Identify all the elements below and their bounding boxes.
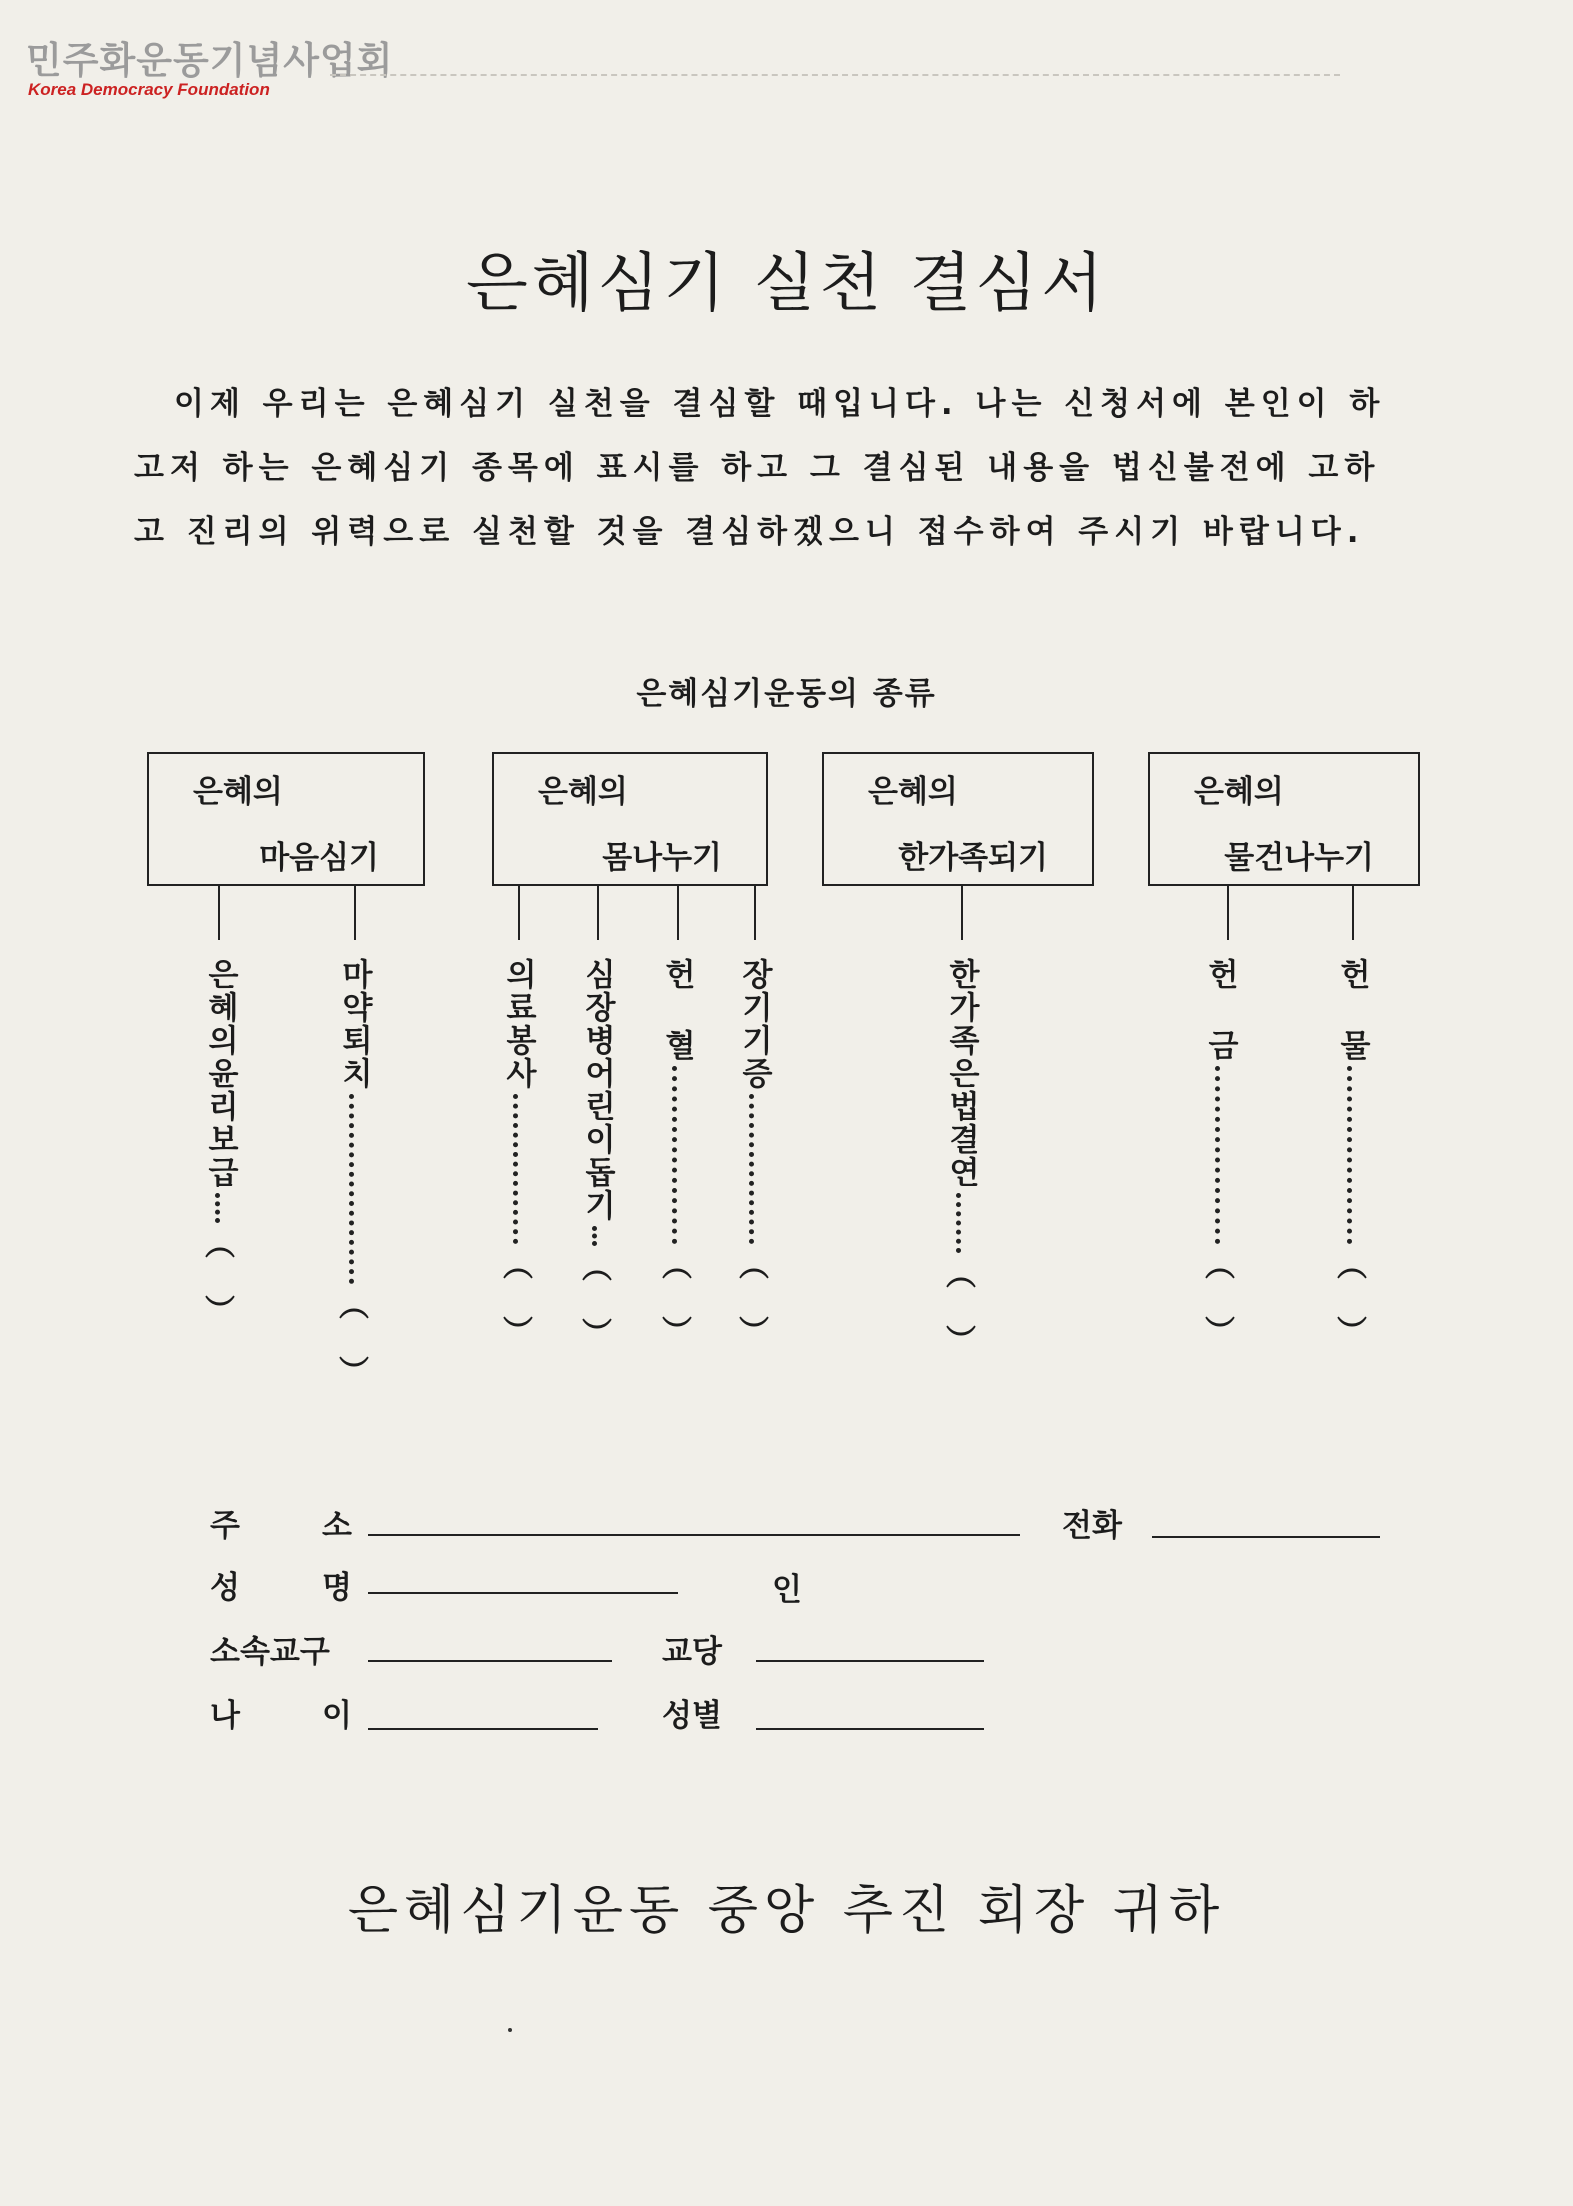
category-box-body <box>492 752 768 886</box>
dotted-leader <box>592 1226 603 1246</box>
dotted-leader <box>513 1094 524 1244</box>
dotted-leader <box>215 1193 226 1223</box>
option-label: 헌 <box>659 958 695 991</box>
option-label: 헌 <box>1202 958 1238 991</box>
option-label-part: 물 <box>1334 1029 1370 1062</box>
dotted-leader <box>349 1094 360 1284</box>
category-label-top: 은혜의 <box>868 774 958 810</box>
name-label-a: 성 <box>210 1570 240 1606</box>
addressee-line: 은혜심기운동 중앙 추진 회장 귀하 <box>347 1881 1226 1941</box>
category-label-top: 은혜의 <box>538 774 628 810</box>
option-label: 의료봉사 <box>500 958 536 1090</box>
check-paren-close: ︶ <box>339 1355 369 1390</box>
check-paren-close: ︶ <box>1337 1315 1367 1350</box>
watermark-logo-english: Korea Democracy Foundation <box>28 80 270 99</box>
seal-mark: 인 <box>772 1572 802 1608</box>
check-paren-open: ︵ <box>503 1249 533 1284</box>
name-field[interactable] <box>368 1592 678 1594</box>
category-label-bottom: 물건나누기 <box>1224 840 1374 876</box>
connector-line <box>518 886 520 940</box>
category-label-bottom: 마음심기 <box>259 840 379 876</box>
check-paren-open: ︵ <box>946 1258 976 1293</box>
intro-line-1: 이제 우리는 은혜심기 실천을 결심할 때입니다. 나는 신청서에 본인이 하 <box>174 386 1386 422</box>
district-field[interactable] <box>368 1660 612 1662</box>
check-paren-close: ︶ <box>205 1294 235 1329</box>
category-label-top: 은혜의 <box>1194 774 1284 810</box>
option-medical-volunteer <box>498 958 538 1348</box>
phone-field[interactable] <box>1152 1536 1380 1538</box>
connector-line <box>597 886 599 940</box>
intro-line-3: 고 진리의 위력으로 실천할 것을 결심하겠으니 접수하여 주시기 바랍니다. <box>134 514 1365 550</box>
district-label: 소속교구 <box>210 1634 330 1670</box>
check-paren-open: ︵ <box>582 1251 612 1286</box>
connector-line <box>677 886 679 940</box>
check-paren-open: ︵ <box>1205 1249 1235 1284</box>
option-label: 심장병어린이돕기 <box>579 958 615 1222</box>
connector-line <box>754 886 756 940</box>
name-label-b: 명 <box>322 1570 352 1606</box>
dotted-leader <box>749 1094 760 1244</box>
dotted-leader <box>1215 1066 1226 1244</box>
dotted-leader <box>672 1066 683 1244</box>
dotted-leader <box>956 1193 967 1253</box>
option-label: 한가족은법결연 <box>943 958 979 1189</box>
option-money-donation <box>1200 958 1240 1348</box>
option-label: 마약퇴치 <box>336 958 372 1090</box>
option-label-part: 혈 <box>659 1029 695 1062</box>
connector-line <box>1227 886 1229 940</box>
temple-label: 교당 <box>662 1634 722 1670</box>
option-label: 은혜의윤리보급 <box>202 958 238 1189</box>
gender-label: 성별 <box>662 1698 722 1734</box>
check-paren-open: ︵ <box>662 1249 692 1284</box>
check-paren-close: ︶ <box>739 1315 769 1350</box>
option-label: 장기기증 <box>736 958 772 1090</box>
category-label-top: 은혜의 <box>193 774 283 810</box>
option-blood-donation <box>657 958 697 1348</box>
intro-paragraph <box>134 372 1434 564</box>
watermark-divider <box>330 74 1340 76</box>
option-heart-children <box>577 958 617 1350</box>
option-label-part: 금 <box>1202 1029 1238 1062</box>
option-ethics-spread <box>200 958 240 1327</box>
check-paren-open: ︵ <box>205 1228 235 1263</box>
category-label-bottom: 한가족되기 <box>898 840 1048 876</box>
connector-line <box>354 886 356 940</box>
temple-field[interactable] <box>756 1660 984 1662</box>
option-anti-drug <box>334 958 374 1388</box>
option-family-bond <box>941 958 981 1357</box>
category-box-family <box>822 752 1094 886</box>
connector-line <box>961 886 963 940</box>
age-field[interactable] <box>368 1728 598 1730</box>
address-label-a: 주 <box>210 1508 240 1544</box>
types-heading: 은혜심기운동의 종류 <box>636 676 937 712</box>
check-paren-close: ︶ <box>1205 1315 1235 1350</box>
check-paren-close: ︶ <box>582 1317 612 1352</box>
intro-line-2: 고저 하는 은혜심기 종목에 표시를 하고 그 결심된 내용을 법신불전에 고하 <box>134 450 1381 486</box>
age-label-b: 이 <box>322 1698 352 1734</box>
option-goods-donation <box>1332 958 1372 1348</box>
address-field[interactable] <box>368 1534 1020 1536</box>
option-organ-donation <box>734 958 774 1348</box>
check-paren-open: ︵ <box>739 1249 769 1284</box>
check-paren-open: ︵ <box>1337 1249 1367 1284</box>
category-box-mind <box>147 752 425 886</box>
address-label-b: 소 <box>322 1508 352 1544</box>
paper-speck <box>508 2028 512 2032</box>
connector-line <box>218 886 220 940</box>
check-paren-close: ︶ <box>503 1315 533 1350</box>
check-paren-close: ︶ <box>662 1315 692 1350</box>
check-paren-open: ︵ <box>339 1289 369 1324</box>
watermark-logo-korean: 민주화운동기념사업회 <box>26 39 394 82</box>
category-box-goods <box>1148 752 1420 886</box>
age-label-a: 나 <box>210 1698 240 1734</box>
dotted-leader <box>1347 1066 1358 1244</box>
category-label-bottom: 몸나누기 <box>602 840 722 876</box>
connector-line <box>1352 886 1354 940</box>
phone-label: 전화 <box>1062 1508 1122 1544</box>
gender-field[interactable] <box>756 1728 984 1730</box>
document-title: 은혜심기 실천 결심서 <box>465 247 1108 321</box>
option-label: 헌 <box>1334 958 1370 991</box>
check-paren-close: ︶ <box>946 1324 976 1359</box>
